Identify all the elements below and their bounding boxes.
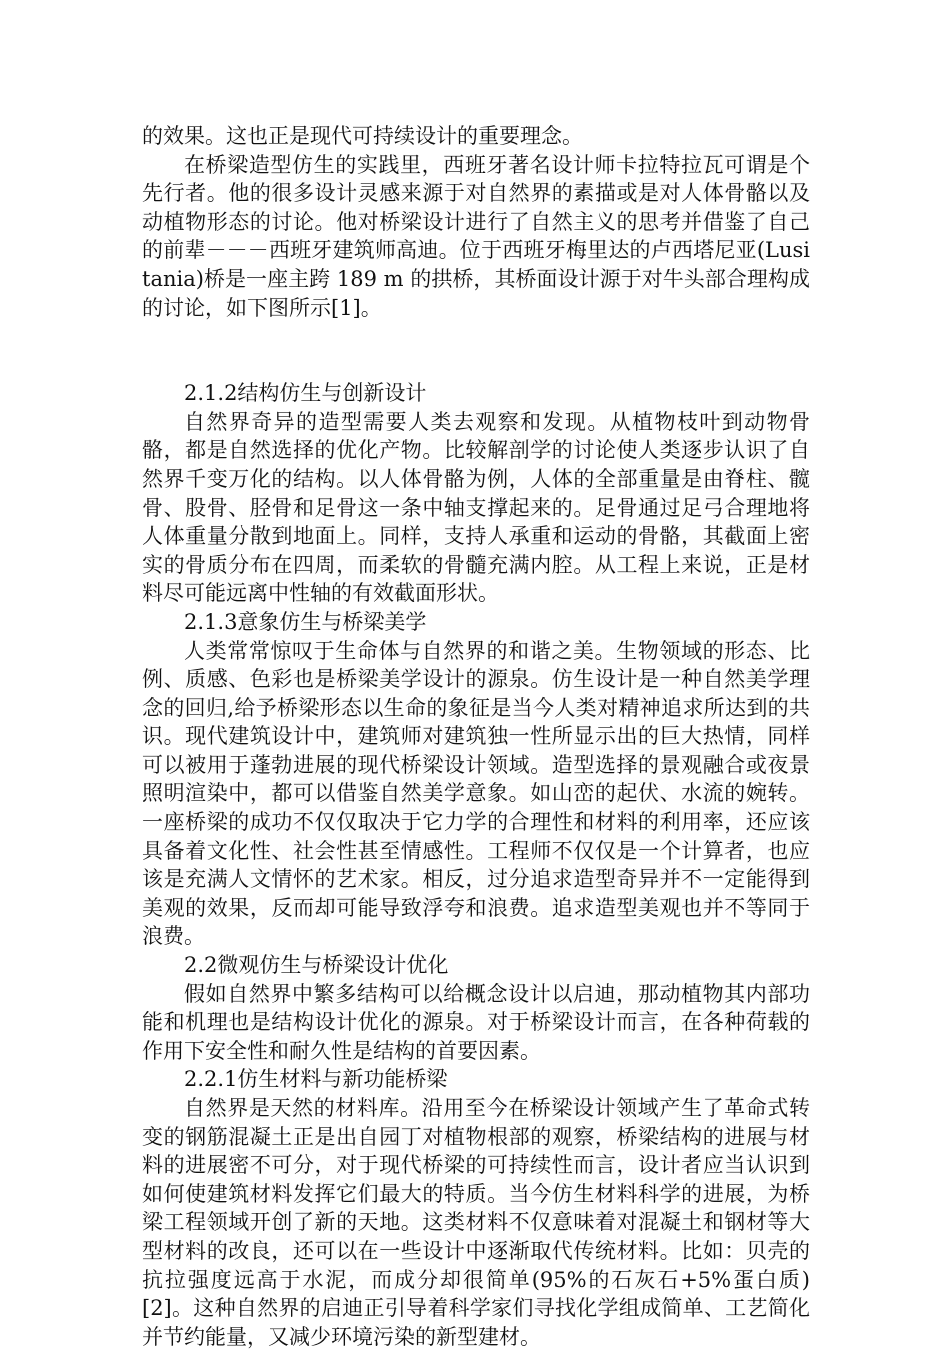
section-heading-2-2: 2.2微观仿生与桥梁设计优化: [184, 953, 449, 978]
paragraph-structural-bionics: 自然界奇异的造型需要人类去观察和发现。从植物枝叶到动物骨骼，都是自然选择的优化产物。比较解剖学的讨论使人类逐步认识了自然界千变万化的结构。以人体骨骼为例，人体的全部重量是由脊柱、髋骨、股骨、胫骨和足骨这一条中轴支撑起来的。足骨通过足弓合理地将人体重量分散到地面上。同样，支持人承重和运动的骨骼，其截面上密实的骨质分布在四周，而柔软的骨髓充满内腔。从工程上来说，正是材料尽可能远离中性轴的有效截面形状。: [142, 409, 810, 606]
section-heading-2-1-3: 2.1.3意象仿生与桥梁美学: [184, 609, 427, 634]
paragraph-micro-bionics: 假如自然界中繁多结构可以给概念设计以启迪，那动植物其内部功能和机理也是结构设计优化的源泉。对于桥梁设计而言，在各种荷载的作用下安全性和耐久性是结构的首要因素。: [142, 981, 810, 1063]
document-body: [142, 122, 810, 1351]
paragraph-calatrava: 在桥梁造型仿生的实践里，西班牙著名设计师卡拉特拉瓦可谓是个先行者。他的很多设计灵感来源于对自然界的素描或是对人体骨骼以及动植物形态的讨论。他对桥梁设计进行了自然主义的思考并借鉴了自己的前辈－－－西班牙建筑师高迪。位于西班牙梅里达的卢西塔尼亚(Lusitania)桥是一座主跨 189 m 的拱桥，其桥面设计源于对牛头部合理构成的讨论，如下图所示[1]。: [142, 152, 810, 320]
paragraph-bionic-materials: 自然界是天然的材料库。沿用至今在桥梁设计领域产生了革命式转变的钢筋混凝土正是出自园丁对植物根部的观察，桥梁结构的进展与材料的进展密不可分，对于现代桥梁的可持续性而言，设计者应当认识到如何使建筑材料发挥它们最大的特质。当今仿生材料科学的进展，为桥梁工程领域开创了新的天地。这类材料不仅意味着对混凝土和钢材等大型材料的改良，还可以在一些设计中逐渐取代传统材料。比如：贝壳的抗拉强度远高于水泥，而成分却很简单(95%的石灰石+5%蛋白质)[2]。这种自然界的启迪正引导着科学家们寻找化学组成简单、工艺简化并节约能量，又减少环境污染的新型建材。: [142, 1096, 810, 1349]
paragraph-bridge-aesthetics: 人类常常惊叹于生命体与自然界的和谐之美。生物领域的形态、比例、质感、色彩也是桥梁美学设计的源泉。仿生设计是一种自然美学理念的回归,给予桥梁形态以生命的象征是当今人类对精神追求所达到的共识。现代建筑设计中，建筑师对建筑独一性所显示出的巨大热情，同样可以被用于蓬勃进展的现代桥梁设计领域。造型选择的景观融合或夜景照明渲染中，都可以借鉴自然美学意象。如山峦的起伏、水流的婉转。一座桥梁的成功不仅仅取决于它力学的合理性和材料的利用率，还应该具备着文化性、社会性甚至情感性。工程师不仅仅是一个计算者，也应该是充满人文情怀的艺术家。相反，过分追求造型奇异并不一定能得到美观的效果，反而却可能导致浮夸和浪费。追求造型美观也并不等同于浪费。: [142, 638, 810, 949]
figure-placeholder-gap: [142, 322, 810, 379]
paragraph-continuation: 的效果。这也正是现代可持续设计的重要理念。: [142, 124, 583, 148]
section-heading-2-2-1: 2.2.1仿生材料与新功能桥梁: [184, 1067, 448, 1092]
section-heading-2-1-2: 2.1.2结构仿生与创新设计: [184, 381, 427, 406]
